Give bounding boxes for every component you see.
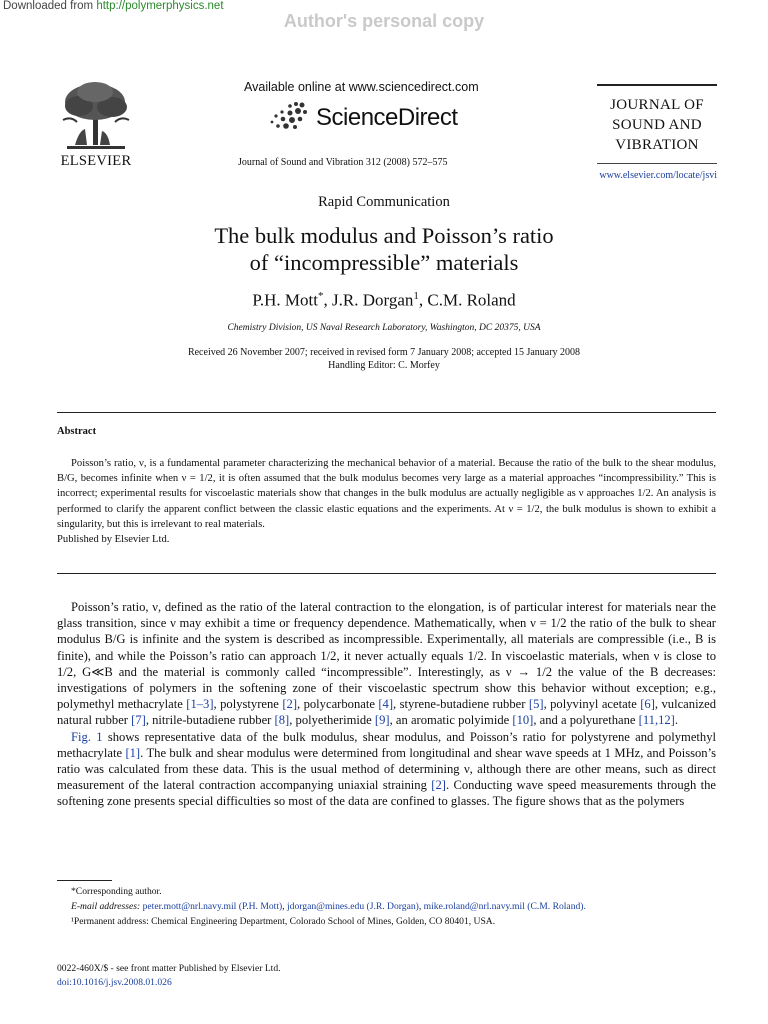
- journal-box-top-rule: [597, 84, 717, 86]
- text-run: . Conducting wave speed measurements through the softening zone presents special difficulties so most of the data are confined to glasses. The figure shows that as the polymers: [57, 778, 717, 809]
- citation-link[interactable]: [2]: [282, 697, 298, 712]
- received-dates: [0, 346, 768, 372]
- citation-link[interactable]: [11,12]: [638, 713, 675, 728]
- email-link[interactable]: peter.mott@nrl.navy.mil (P.H. Mott): [142, 901, 283, 912]
- text-run: . The bulk and shear modulus were determined from longitudinal and shear wave speeds at 1 MHz, and Poisson’s ratio was calculated from these data. This is the usual method of determining ν, although there are other means, such as direct measurement of the lateral contraction accompanying uniaxial straining: [57, 745, 716, 793]
- footnotes: [57, 884, 716, 929]
- journal-box-title: [597, 95, 717, 155]
- title-line: The bulk modulus and Poisson’s ratio: [214, 223, 554, 248]
- text-run: Poisson’s ratio, ν, defined as the ratio of the lateral contraction to the elongation, is of particular interest for materials near the glass transition, since ν may exhibit a time or frequency dependence. Mathematically, when ν = 1/2 the ratio of the bulk to shear modulus B/G is infinite and the system is described as incompressible. Experimentally, all materials are compressible (i.e., B is finite), and while the Poisson’s ratio can approach 1/2, it never actually equals 1/2. In viscoelastic materials, when ν is close to 1/2, G≪B and the material is commonly called “incompressible”. Interestingly, as ν → 1/2 the value of the B decreases: investigations of polymers in the softening zone of their viscoelastic spectrum show this behavior without exception; e.g., polymethyl methacrylate: [57, 600, 716, 712]
- citation-link[interactable]: [1–3]: [186, 697, 214, 712]
- journal-box-line: JOURNAL OF: [610, 97, 704, 113]
- abstract-paragraph: Poisson’s ratio, ν, is a fundamental parameter characterizing the mechanical behavior of a material. Because the ratio of the bulk to the shear modulus, B/G, becomes infinite when ν = 1/2, it is often assumed that the bulk modulus becomes very large as a material approaches “incompressibility.” This is incorrect; experimental results for viscoelastic materials show that changes in the bulk modulus are actually negligible as ν approaches 1/2. An analysis is performed to clarify the apparent conflict between the classic elastic equations and the experiments. At ν = 1/2, the bulk modulus is shown to exhibit a singularity, but this is irrelevant to real materials.: [57, 458, 716, 530]
- text-run: shows representative data of the bulk modulus, shear modulus, and Poisson’s ratio for polystyrene and polymethyl methacrylate: [57, 729, 716, 760]
- download-prefix: Downloaded from: [3, 0, 97, 12]
- author: J.R. Dorgan: [331, 290, 414, 310]
- citation-link[interactable]: [4]: [378, 697, 394, 712]
- citation-link[interactable]: [8]: [274, 713, 290, 728]
- front-matter: [57, 962, 281, 990]
- received-line: Received 26 November 2007; received in revised form 7 January 2008; accepted 15 January 2008: [187, 347, 581, 358]
- permanent-address-note: ¹Permanent address: Chemical Engineering Department, Colorado School of Mines, Golden, CO 80401, USA.: [71, 916, 496, 927]
- journal-reference: Journal of Sound and Vibration 312 (2008) 572–575: [238, 157, 448, 168]
- citation-link[interactable]: [5]: [528, 697, 544, 712]
- corresponding-mark: *: [317, 290, 324, 302]
- affiliation: Chemistry Division, US Naval Research Laboratory, Washington, DC 20375, USA: [227, 323, 541, 333]
- citation-link[interactable]: [2]: [431, 778, 446, 793]
- journal-box-line: SOUND AND: [612, 117, 702, 133]
- watermark-text: Author's personal copy: [283, 11, 485, 31]
- journal-box-bottom-rule: [597, 163, 717, 164]
- body-text: [57, 599, 716, 810]
- author-list: P.H. Mott*, J.R. Dorgan$^1$, C.M. Roland: [252, 290, 516, 310]
- body-paragraph: [57, 599, 716, 729]
- title-line: of “incompressible” materials: [249, 250, 519, 275]
- abstract-heading: Abstract: [57, 426, 97, 437]
- journal-box-line: VIBRATION: [615, 137, 699, 153]
- email-link[interactable]: mike.roland@nrl.navy.mil (C.M. Roland).: [423, 901, 586, 912]
- doi-link[interactable]: doi:10.1016/j.jsv.2008.01.026: [57, 977, 172, 988]
- text-run: , polycarbonate: [297, 697, 375, 712]
- citation-link[interactable]: [10]: [512, 713, 534, 728]
- text-run: , styrene-butadiene rubber: [393, 697, 526, 712]
- email-addresses: E-mail addresses: peter.mott@nrl.navy.mil (P.H. Mott), jdorgan@mines.edu (J.R. Dorgan), mike.roland@nrl.navy.mil (C.M. Roland).: [71, 901, 586, 912]
- author: C.M. Roland: [427, 290, 516, 310]
- publisher-name: ELSEVIER: [60, 153, 132, 169]
- affiliation-mark: 1: [413, 290, 419, 302]
- author: P.H. Mott: [252, 290, 318, 310]
- citation-link[interactable]: [1]: [125, 745, 141, 760]
- abstract-body: [57, 456, 716, 547]
- abstract-bottom-rule: [57, 573, 716, 574]
- text-run: , and a polyurethane: [533, 713, 636, 728]
- available-online-text: Available online at www.sciencedirect.com: [244, 80, 479, 94]
- text-run: , polystyrene: [213, 697, 279, 712]
- footnote-rule: [57, 880, 112, 881]
- email-label: E-mail addresses:: [71, 901, 141, 912]
- email-link[interactable]: jdorgan@mines.edu (J.R. Dorgan): [287, 901, 419, 912]
- body-paragraph: [57, 729, 716, 810]
- sciencedirect-dots-icon: [268, 100, 308, 134]
- figure-link[interactable]: Fig. 1: [71, 729, 103, 744]
- elsevier-tree-logo: [55, 80, 137, 150]
- abstract-top-rule: [57, 412, 716, 413]
- download-link[interactable]: http://polymerphysics.net: [96, 0, 224, 12]
- article-type: Rapid Communication: [318, 194, 450, 210]
- text-run: , polyetherimide: [289, 713, 372, 728]
- article-title: [0, 222, 768, 276]
- text-run: , polyvinyl acetate: [543, 697, 637, 712]
- sciencedirect-wordmark: ScienceDirect: [316, 104, 458, 131]
- journal-url-link[interactable]: www.elsevier.com/locate/jsvi: [599, 170, 717, 181]
- citation-link[interactable]: [9]: [374, 713, 390, 728]
- handling-editor: Handling Editor: C. Morfey: [328, 360, 440, 371]
- text-run: .: [674, 713, 679, 728]
- published-by: Published by Elsevier Ltd.: [57, 534, 170, 546]
- citation-link[interactable]: [7]: [131, 713, 146, 728]
- text-run: , an aromatic polyimide: [389, 713, 510, 728]
- text-run: , nitrile-butadiene rubber: [145, 713, 272, 728]
- corresponding-author-note: *Corresponding author.: [71, 886, 162, 897]
- citation-link[interactable]: [6]: [640, 697, 655, 712]
- issn-line: 0022-460X/$ - see front matter Published by Elsevier Ltd.: [57, 963, 281, 974]
- text-run: , vulcanized natural rubber: [57, 697, 717, 728]
